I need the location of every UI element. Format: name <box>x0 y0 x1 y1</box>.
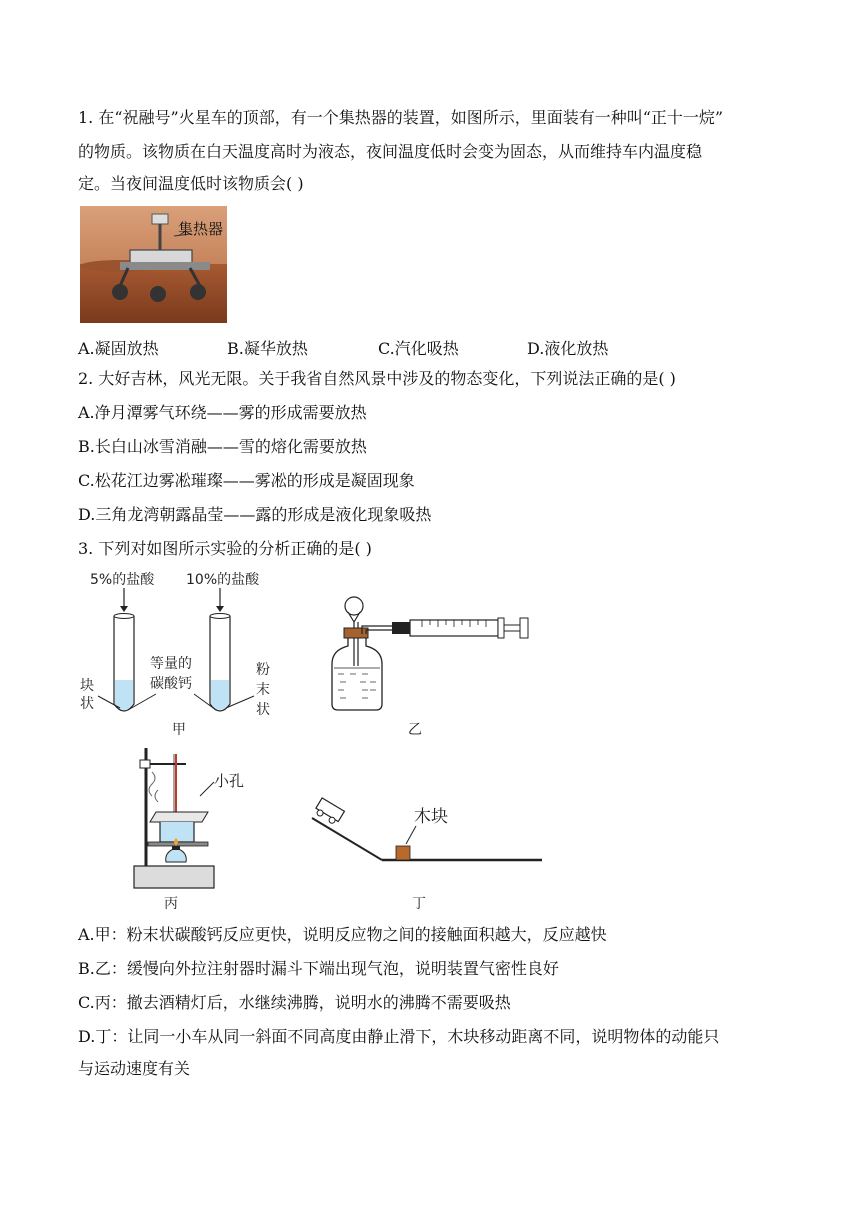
figure-bing <box>128 742 258 914</box>
q1-stem-line-2: 的物质。该物质在白天温度高时为液态，夜间温度低时会变为固态，从而维持车内温度稳 <box>78 142 703 161</box>
mars-rover-photo <box>80 206 227 323</box>
jia-label-left: 5%的盐酸 <box>90 572 155 588</box>
q2-option-d: D.三角龙湾朝露晶莹——露的形成是液化现象吸热 <box>78 505 432 524</box>
q2-option-c: C.松花江边雾凇璀璨——雾凇的形成是凝固现象 <box>78 471 415 490</box>
figure-ding <box>308 796 548 914</box>
q2-option-a: A.净月潭雾气环绕——雾的形成需要放热 <box>78 403 367 422</box>
ding-caption: 丁 <box>412 896 426 912</box>
jia-caption: 甲 <box>172 722 186 738</box>
q1-option-d: D.液化放热 <box>527 339 609 358</box>
q1-stem-line-1: 1. 在“祝融号”火星车的顶部，有一个集热器的装置，如图所示，里面装有一种叫“正十一烷” <box>78 108 724 127</box>
figure-yi <box>326 594 536 740</box>
jia-left-1: 块 <box>80 678 94 694</box>
yi-caption: 乙 <box>408 722 422 738</box>
q3-option-b: B.乙：缓慢向外拉注射器时漏斗下端出现气泡，说明装置气密性良好 <box>78 959 559 978</box>
q2-option-b: B.长白山冰雪消融——雪的熔化需要放热 <box>78 437 367 456</box>
q1-option-c: C.汽化吸热 <box>378 339 459 358</box>
q3-option-d: D.丁：让同一小车从同一斜面不同高度由静止滑下，木块移动距离不同，说明物体的动能只 <box>78 1027 720 1046</box>
q2-stem: 2. 大好吉林，风光无限。关于我省自然风景中涉及的物态变化，下列说法正确的是( ) <box>78 369 676 388</box>
photo-label: 集热器 <box>178 220 224 238</box>
figure-jia <box>76 568 286 740</box>
bing-caption: 丙 <box>164 896 178 912</box>
q3-option-a: A.甲：粉末状碳酸钙反应更快，说明反应物之间的接触面积越大，反应越快 <box>78 925 607 944</box>
jia-label-right: 10%的盐酸 <box>186 572 260 588</box>
jia-middle-2: 碳酸钙 <box>150 676 192 692</box>
jia-right-3: 状 <box>256 702 270 718</box>
jia-left-2: 状 <box>80 696 94 712</box>
jia-right-1: 粉 <box>256 662 270 678</box>
q3-option-c: C.丙：撤去酒精灯后，水继续沸腾，说明水的沸腾不需要吸热 <box>78 993 511 1012</box>
q3-option-d-cont: 与运动速度有关 <box>78 1059 191 1078</box>
jia-right-2: 末 <box>256 682 270 698</box>
bing-label: 小孔 <box>214 772 245 790</box>
q3-stem: 3. 下列对如图所示实验的分析正确的是( ) <box>78 539 372 558</box>
q1-stem-line-3: 定。当夜间温度低时该物质会( ) <box>78 174 304 193</box>
q1-options <box>78 336 778 358</box>
q1-option-a: A.凝固放热 <box>78 339 159 358</box>
q1-option-b: B.凝华放热 <box>227 339 308 358</box>
jia-middle-1: 等量的 <box>150 656 192 672</box>
ding-label: 木块 <box>414 807 448 827</box>
